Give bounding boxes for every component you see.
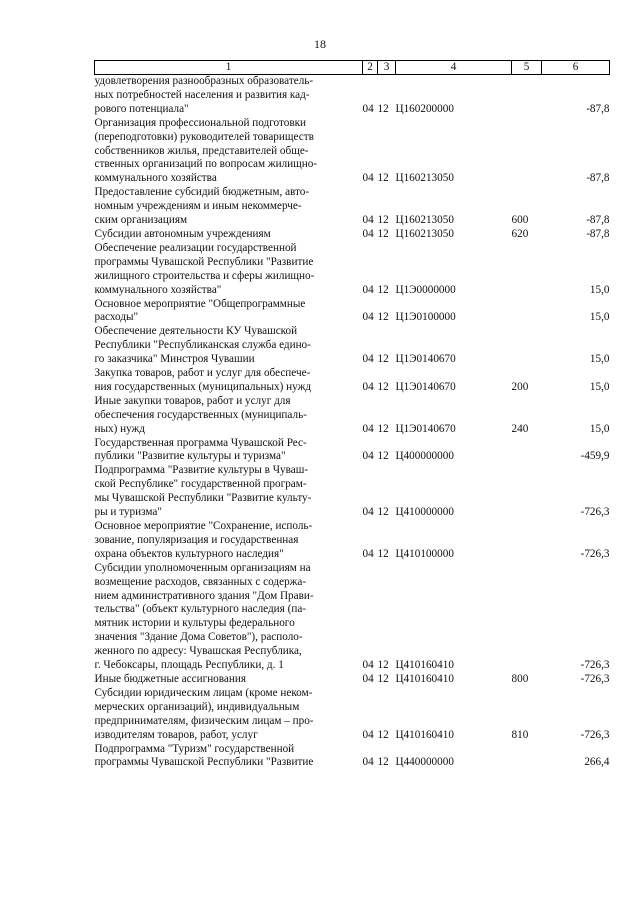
row-target-article: Ц160213050 [395,227,454,240]
row-section: 04 [362,172,374,185]
row-target-article: Ц1Э0140670 [395,422,456,435]
row-section: 04 [362,283,374,296]
row-target-article: Ц410160410 [395,659,454,672]
budget-table [94,60,610,770]
row-amount: -87,8 [586,214,610,227]
row-subsection: 12 [377,659,389,672]
header-col-1: 1 [95,61,363,75]
row-subsection: 12 [377,380,389,393]
row-expense-type [512,743,542,771]
row-section: 04 [362,227,374,240]
table-row [95,673,610,687]
table-row [95,743,610,771]
row-subsection: 12 [377,214,389,227]
row-amount: 15,0 [589,422,610,435]
row-subsection: 12 [377,283,389,296]
row-amount: -87,8 [586,227,610,240]
row-expense-type: 810 [511,728,529,741]
row-target-article: Ц1Э0140670 [395,380,456,393]
row-name: Государственная программа Чувашской Рес- публики "Развитие культуры и туризма" [94,436,307,463]
row-section: 04 [362,380,374,393]
row-subsection: 12 [377,172,389,185]
row-name: Организация профессиональной подготовки (переподготовки) руководителей товариществ собственников жилья, представителей обще- ственных организаций по вопросам жилищно- коммунального хозяйства [94,116,318,185]
row-name: Подпрограмма "Развитие культуры в Чуваш- ской Республике" государственной програм- мы Чувашской Республики "Развитие культу- ры и туризма" [94,464,312,519]
row-target-article: Ц410160410 [395,728,454,741]
row-target-article: Ц1Э0140670 [395,353,456,366]
row-expense-type [512,75,542,117]
table-row [95,395,610,437]
row-section: 04 [362,422,374,435]
row-expense-type [512,117,542,187]
row-name: Подпрограмма "Туризм" государственной программы Чувашской Республики "Развитие [94,742,314,769]
row-section: 04 [362,756,374,769]
row-subsection: 12 [377,227,389,240]
row-subsection: 12 [377,102,389,115]
row-name: Субсидии уполномоченным организациям на возмещение расходов, связанных с содержа- нием административного здания "Дом Прави- тельства" (объект культурного наследия (па- мятник истории и культуры федерального значения "Здание Дома Советов"), располо- женного по адресу: Чувашская Республика, г. Чебоксары, площадь Республики, д. 1 [94,561,314,672]
row-target-article: Ц1Э0000000 [395,283,456,296]
row-name: Обеспечение реализации государственной программы Чувашской Республики "Развитие жилищного строительства и сферы жилищно- коммунального хозяйства" [94,241,315,296]
row-expense-type [512,437,542,465]
table-row [95,464,610,520]
row-name: Обеспечение деятельности КУ Чувашской Республики "Республиканская служба едино- го заказчика" Минстроя Чувашии [94,325,311,366]
table-row [95,186,610,228]
row-subsection: 12 [377,672,389,685]
table-header-row [95,61,610,75]
row-expense-type [512,562,542,673]
row-name: Субсидии автономным учреждениям [94,227,271,240]
row-expense-type [512,242,542,298]
row-amount: -726,3 [580,672,610,685]
row-expense-type: 620 [511,227,529,240]
header-col-2: 2 [363,61,378,75]
row-section: 04 [362,659,374,672]
row-expense-type: 240 [511,422,529,435]
row-subsection: 12 [377,353,389,366]
row-name: Основное мероприятие "Сохранение, исполь- зование, популяризация и государственная охрана объектов культурного наследия" [94,520,313,560]
row-subsection: 12 [377,728,389,741]
row-section: 04 [362,102,374,115]
row-amount: 15,0 [589,380,610,393]
page-number: 18 [314,37,326,51]
table-row [95,117,610,187]
row-section: 04 [362,353,374,366]
table-row [95,367,610,395]
row-expense-type [512,325,542,367]
row-name: Иные бюджетные ассигнования [94,672,246,685]
row-section: 04 [362,450,374,463]
row-target-article: Ц410160410 [395,672,454,685]
row-amount: -87,8 [586,172,610,185]
table-row [95,687,610,743]
row-expense-type [512,464,542,520]
row-amount: -726,3 [580,659,610,672]
row-amount: -726,3 [580,728,610,741]
table-row [95,520,610,562]
row-section: 04 [362,547,374,560]
row-amount: 15,0 [589,283,610,296]
row-target-article: Ц1Э0100000 [395,311,456,324]
row-amount: 15,0 [589,311,610,324]
row-name: Предоставление субсидий бюджетным, авто- номным учреждениям и иным некоммерче- ским организациям [94,186,310,227]
table-row [95,75,610,117]
row-subsection: 12 [377,422,389,435]
row-expense-type [512,298,542,326]
row-section: 04 [362,728,374,741]
row-target-article: Ц160213050 [395,214,454,227]
row-name: Закупка товаров, работ и услуг для обеспече- ния государственных (муниципальных) нужд [94,367,312,393]
row-name: Иные закупки товаров, работ и услуг для обеспечения государственных (муниципаль- ных) нужд [94,394,307,435]
row-target-article: Ц440000000 [395,756,454,769]
row-name: удовлетворения разнообразных образователь- ных потребностей населения и развития кад- рового потенциала" [94,75,314,115]
table-row [95,228,610,242]
row-amount: -459,9 [580,450,610,463]
row-name: Основное мероприятие "Общепрограммные расходы" [94,297,306,324]
table-row [95,437,610,465]
table-row [95,242,610,298]
row-name: Субсидии юридическим лицам (кроме неком- мерческих организаций), индивидуальным предпринимателям, физическим лицам – про- изводителям товаров, работ, услуг [94,686,314,741]
header-col-4: 4 [396,61,512,75]
row-amount: 15,0 [589,353,610,366]
row-target-article: Ц160200000 [395,102,454,115]
row-section: 04 [362,214,374,227]
header-col-3: 3 [378,61,396,75]
row-subsection: 12 [377,506,389,519]
row-section: 04 [362,506,374,519]
table-row [95,298,610,326]
row-amount: 266,4 [584,756,610,769]
row-amount: -726,3 [580,547,610,560]
row-target-article: Ц400000000 [395,450,454,463]
row-section: 04 [362,311,374,324]
row-subsection: 12 [377,756,389,769]
row-subsection: 12 [377,450,389,463]
row-expense-type: 200 [511,380,529,393]
row-target-article: Ц410100000 [395,547,454,560]
header-col-5: 5 [512,61,542,75]
header-col-6: 6 [542,61,610,75]
row-expense-type: 800 [511,672,529,685]
table-row [95,325,610,367]
row-expense-type [512,520,542,562]
row-section: 04 [362,672,374,685]
row-expense-type: 600 [511,214,529,227]
row-target-article: Ц160213050 [395,172,454,185]
row-target-article: Ц410000000 [395,506,454,519]
row-amount: -726,3 [580,506,610,519]
row-subsection: 12 [377,311,389,324]
table-row [95,562,610,673]
row-subsection: 12 [377,547,389,560]
row-amount: -87,8 [586,102,610,115]
